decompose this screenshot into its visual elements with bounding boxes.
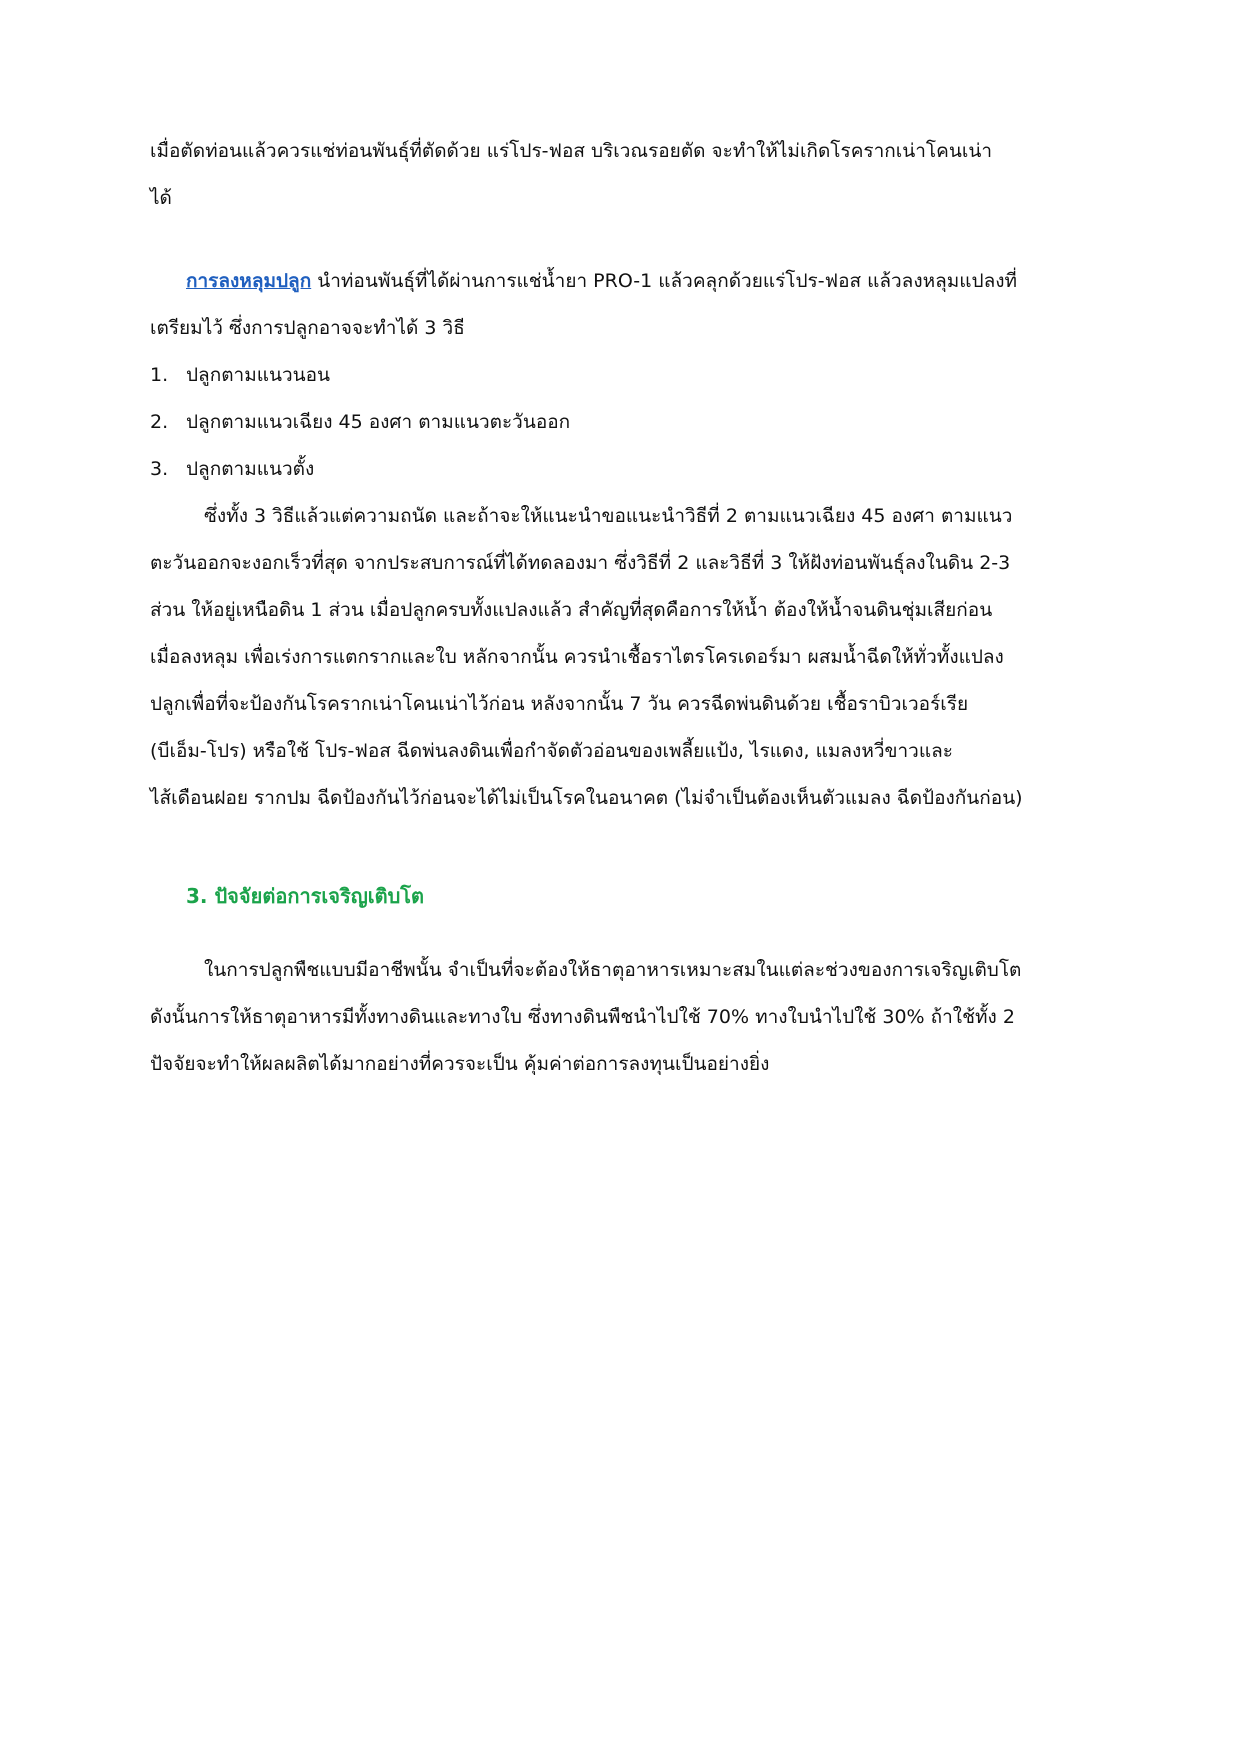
paragraph-cutting <box>150 128 1090 222</box>
list-item <box>150 446 1050 493</box>
list-number: 1. <box>150 364 169 386</box>
list-text: ปลูกตามแนวตั้ง <box>186 458 315 480</box>
section-heading: 3. ปัจจัยต่อการเจริญเติบโต <box>186 884 424 908</box>
text-line: (บีเอ็ม-โปร) หรือใช้ โปร-ฟอส ฉีดพ่นลงดินเพื่อกำจัดตัวอ่อนของเพลี้ยแป้ง, ไรแดง, แมลงหวี่ขาวและ <box>150 740 953 762</box>
paragraph-planting <box>150 258 1090 352</box>
text-line: เตรียมไว้ ซึ่งการปลูกอาจจะทำได้ 3 วิธี <box>150 317 465 339</box>
text-segment: นำท่อนพันธุ์ที่ได้ผ่านการแช่น้ำยา PRO-1 แล้วคลุกด้วยแร่โปร-ฟอส แล้วลงหลุมแปลงที่ <box>311 270 1018 292</box>
text-line: เมื่อตัดท่อนแล้วควรแช่ท่อนพันธุ์ที่ตัดด้วย แร่โปร-ฟอส บริเวณรอยตัด จะทำให้ไม่เกิดโรครากเน่าโคนเน่า <box>150 140 992 162</box>
text-line <box>150 258 1090 305</box>
text-line: ปัจจัยจะทำให้ผลผลิตได้มากอย่างที่ควรจะเป็น คุ้มค่าต่อการลงทุนเป็นอย่างยิ่ง <box>150 1053 770 1075</box>
text-line: ส่วน ให้อยู่เหนือดิน 1 ส่วน เมื่อปลูกครบทั้งแปลงแล้ว สำคัญที่สุดคือการให้น้ำ ต้องให้น้ำจนดินชุ่มเสียก่อน <box>150 599 993 621</box>
text-line: ดังนั้นการให้ธาตุอาหารมีทั้งทางดินและทางใบ ซึ่งทางดินพืชนำไปใช้ 70% ทางใบนำไปใช้ 30% ถ้าใช้ทั้ง 2 <box>150 1006 1015 1028</box>
text-line: ในการปลูกพืชแบบมีอาชีพนั้น จำเป็นที่จะต้องให้ธาตุอาหารเหมาะสมในแต่ละช่วงของการเจริญเติบโต <box>204 959 1022 981</box>
text-line: ซึ่งทั้ง 3 วิธีแล้วแต่ความถนัด และถ้าจะให้แนะนำขอแนะนำวิธีที่ 2 ตามแนวเฉียง 45 องศา ตามแนว <box>204 505 1013 527</box>
planting-link[interactable]: การลงหลุมปลูก <box>186 270 312 292</box>
list-number: 2. <box>150 411 169 433</box>
list-item <box>150 399 1050 446</box>
list-number: 3. <box>150 458 169 480</box>
text-line: ปลูกเพื่อที่จะป้องกันโรครากเน่าโคนเน่าไว้ก่อน หลังจากนั้น 7 วัน ควรฉีดพ่นดินด้วย เชื้อราบิวเวอร์เรีย <box>150 693 969 715</box>
list-item <box>150 352 1050 399</box>
list-text: ปลูกตามแนวเฉียง 45 องศา ตามแนวตะวันออก <box>186 411 571 433</box>
paragraph-recommendation <box>150 493 1090 822</box>
list-text: ปลูกตามแนวนอน <box>186 364 331 386</box>
text-line: ได้ <box>150 187 172 209</box>
paragraph-growth-factors <box>150 947 1090 1088</box>
text-line: ไส้เดือนฝอย รากปม ฉีดป้องกันไว้ก่อนจะได้ไม่เป็นโรคในอนาคต (ไม่จำเป็นต้องเห็นตัวแมลง ฉีดป้องกันก่อน) <box>150 787 1023 809</box>
text-line: ตะวันออกจะงอกเร็วที่สุด จากประสบการณ์ที่ได้ทดลองมา ซึ่งวิธีที่ 2 และวิธีที่ 3 ให้ฝังท่อนพันธุ์ลงในดิน 2-3 <box>150 552 1011 574</box>
text-line: เมื่อลงหลุม เพื่อเร่งการแตกรากและใบ หลักจากนั้น ควรนำเชื้อราไตรโครเดอร์มา ผสมน้ำฉีดให้ทั่วทั้งแปลง <box>150 646 1004 668</box>
planting-methods-list <box>150 352 1050 493</box>
